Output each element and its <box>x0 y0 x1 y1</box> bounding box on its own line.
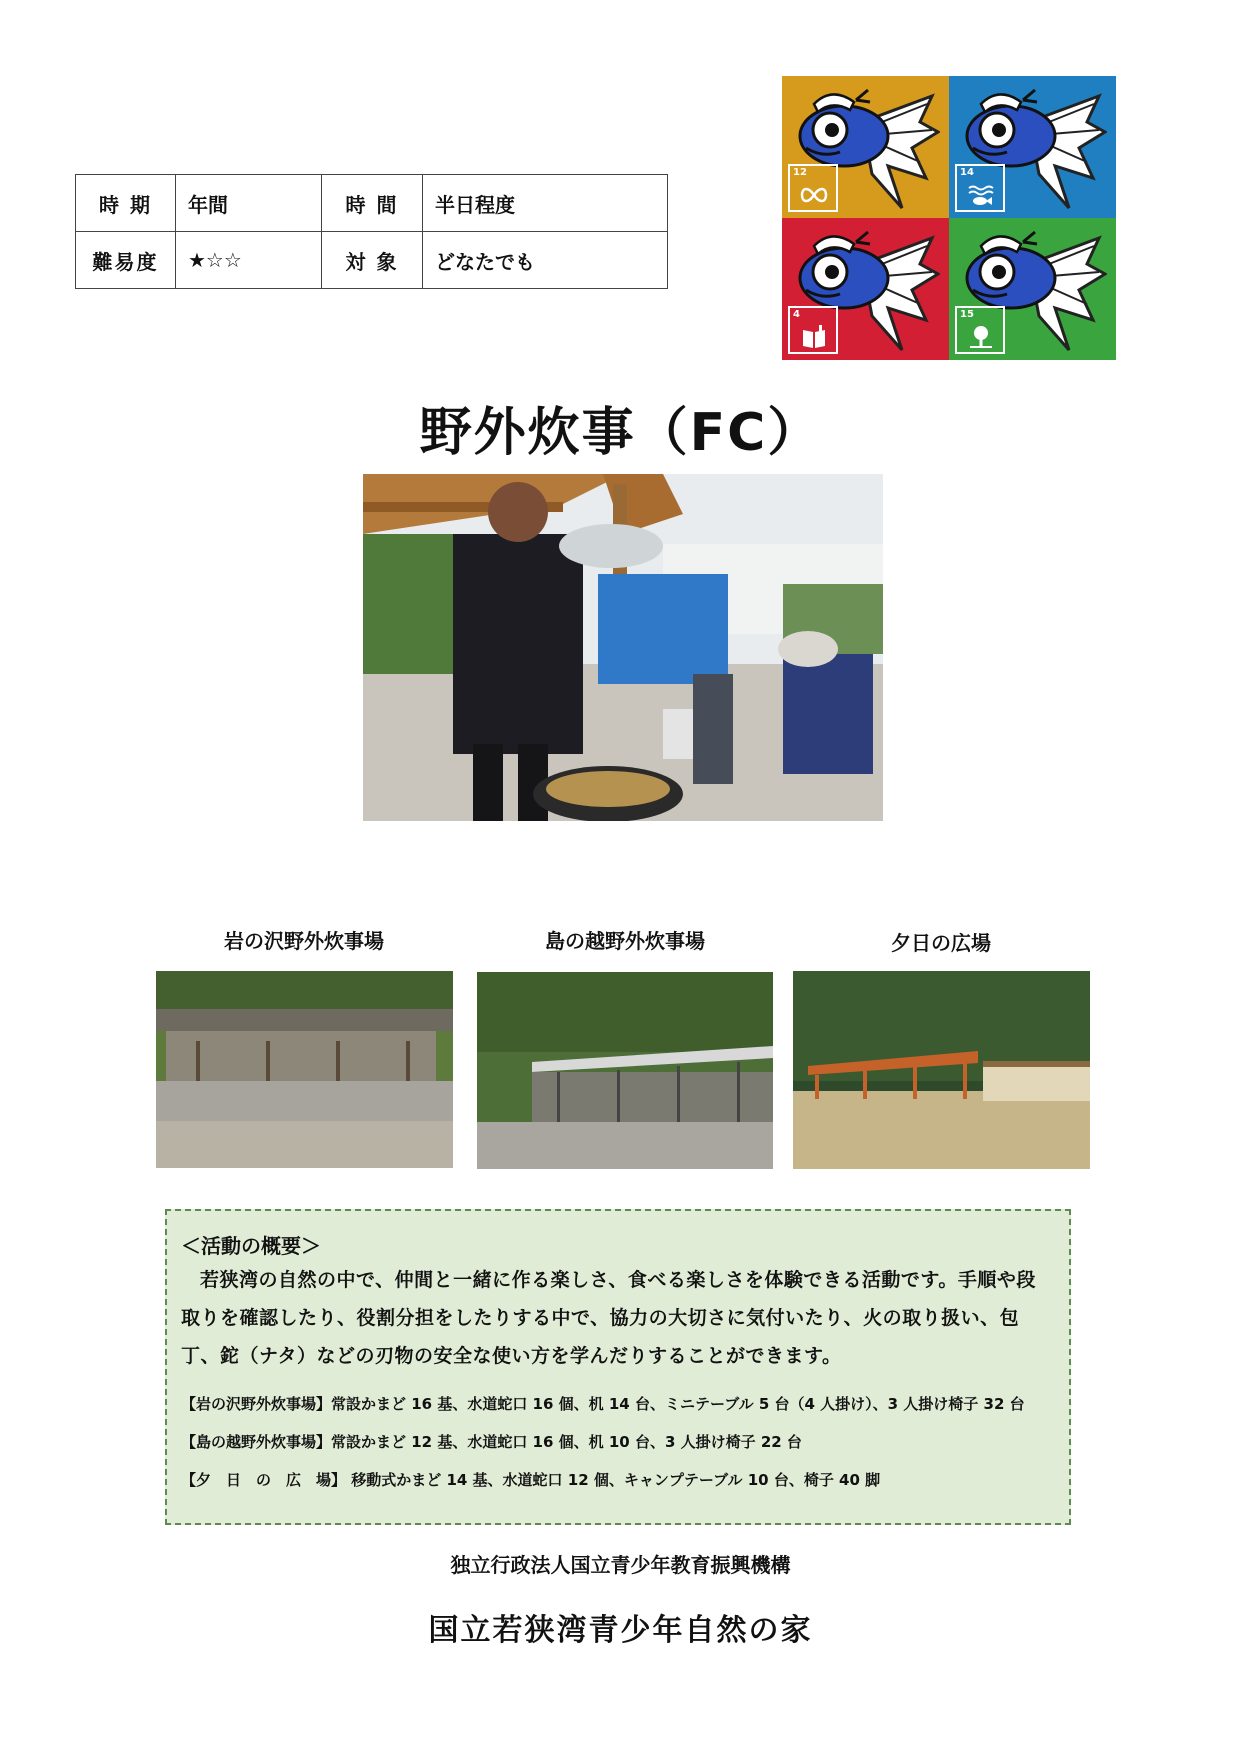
sdg-tile-12 <box>782 76 949 218</box>
sdg-12-badge <box>788 164 838 212</box>
sdg-15-number: 15 <box>960 309 974 320</box>
info-row <box>76 232 668 289</box>
site-caption-shimanokoshi: 島の越野外炊事場 <box>545 929 705 953</box>
facility-list <box>181 1385 1055 1499</box>
infinity-icon <box>800 182 828 208</box>
season-value: 年間 <box>176 175 322 232</box>
difficulty-label: 難易度 <box>76 232 176 289</box>
site-caption-iwanosawa: 岩の沢野外炊事場 <box>224 929 384 953</box>
facility-name: 国立若狭湾青少年自然の家 <box>428 1613 813 1648</box>
sdg-4-badge <box>788 306 838 354</box>
site-photo-iwanosawa <box>156 971 453 1168</box>
page-title: 野外炊事（FC） <box>419 403 822 463</box>
duration-value: 半日程度 <box>423 175 668 232</box>
activity-summary-box <box>165 1209 1071 1525</box>
facility-item-shimanokoshi: 【島の越野外炊事場】常設かまど 12 基、水道蛇口 16 個、机 10 台、3 人掛け椅子 22 台 <box>181 1433 802 1451</box>
cooking-photo <box>363 474 883 821</box>
organization-name: 独立行政法人国立青少年教育振興機構 <box>450 1553 791 1577</box>
summary-body: 若狭湾の自然の中で、仲間と一緒に作る楽しさ、食べる楽しさを体験できる活動です。手順や段取りを確認したり、役割分担をしたりする中で、協力の大切さに気付いたり、火の取り扱い、包丁、鉈（ナタ）などの刃物の安全な使い方を学んだりすることができます。 <box>181 1269 1036 1367</box>
facility-item-iwanosawa: 【岩の沢野外炊事場】常設かまど 16 基、水道蛇口 16 個、机 14 台、ミニテーブル 5 台（4 人掛け）、3 人掛け椅子 32 台 <box>181 1395 1025 1413</box>
site-caption-yuhi-hiroba: 夕日の広場 <box>891 931 991 955</box>
sdg-tile-4 <box>782 218 949 360</box>
site-photo-shimanokoshi <box>477 972 773 1169</box>
sdg-14-badge <box>955 164 1005 212</box>
facility-item-yuhi-hiroba: 【夕 日 の 広 場】 移動式かまど 14 基、水道蛇口 12 個、キャンプテーブル 10 台、椅子 40 脚 <box>181 1471 881 1489</box>
target-label: 対 象 <box>322 232 423 289</box>
sdg-tile-14 <box>949 76 1116 218</box>
tree-icon <box>967 324 995 350</box>
summary-heading: ＜活動の概要＞ <box>181 1234 321 1258</box>
sdg-4-number: 4 <box>793 309 800 320</box>
target-value: どなたでも <box>423 232 668 289</box>
difficulty-value: ★☆☆ <box>176 232 322 289</box>
sdg-14-number: 14 <box>960 167 974 178</box>
sdg-12-number: 12 <box>793 167 807 178</box>
fish-water-icon <box>967 182 995 208</box>
sdg-15-badge <box>955 306 1005 354</box>
sdg-logo-grid <box>782 76 1116 360</box>
info-row <box>76 175 668 232</box>
book-icon <box>800 324 828 350</box>
sdg-tile-15 <box>949 218 1116 360</box>
season-label: 時 期 <box>76 175 176 232</box>
duration-label: 時 間 <box>322 175 423 232</box>
info-table <box>75 174 668 289</box>
site-photo-yuhi-hiroba <box>793 971 1090 1169</box>
